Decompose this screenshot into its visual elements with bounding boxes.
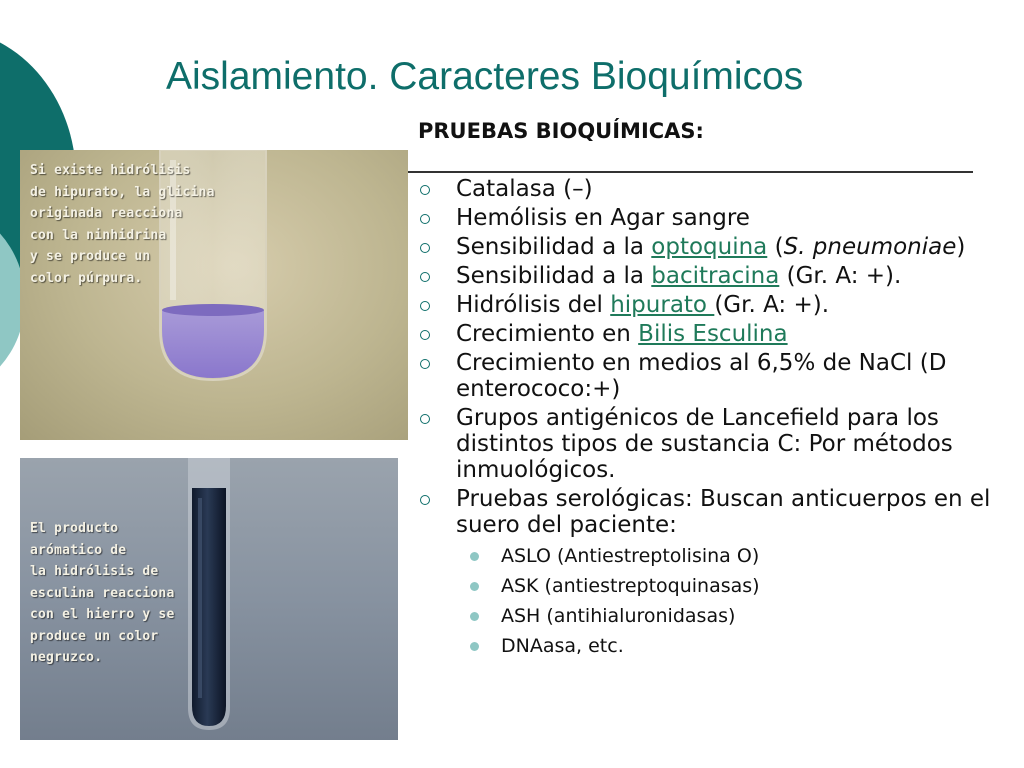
sublist-item-ask: ASK (antiestreptoquinasas) (418, 571, 1018, 601)
list-item-lancefield: Grupos antigénicos de Lancefield para los distintos tipos de sustancia C: Por métodos inmuológicos. (418, 405, 1018, 483)
hollow-bullet-icon (420, 495, 430, 505)
bilis-esculina-link[interactable]: Bilis Esculina (638, 321, 788, 347)
bullet-list (418, 176, 1018, 661)
list-item-serologicas: Pruebas serológicas: Buscan anticuerpos en el suero del paciente: (418, 486, 1018, 538)
hollow-bullet-icon (420, 330, 430, 340)
section-heading: PRUEBAS BIOQUÍMICAS: (418, 119, 704, 143)
serology-sublist (418, 541, 1018, 661)
esculin-photo-caption: El producto arómatico de la hidrólisis de esculina reacciona con el hierro y se produce un color negruzco. (30, 521, 175, 665)
filled-bullet-icon (470, 612, 479, 621)
hipurato-link[interactable]: hipurato (610, 292, 715, 318)
list-item-hemolisis: Hemólisis en Agar sangre (418, 205, 1018, 231)
sublist-item-ash: ASH (antihialuronidasas) (418, 601, 1018, 631)
list-item-hipurato: Hidrólisis del hipurato (Gr. A: +). (418, 292, 1018, 318)
list-item-nacl: Crecimiento en medios al 6,5% de NaCl (D enterococo:+) (418, 350, 1018, 402)
hippurate-test-photo (20, 150, 408, 440)
list-item-catalasa: Catalasa (–) (418, 176, 1018, 202)
bacitracina-link[interactable]: bacitracina (651, 263, 780, 289)
sublist-item-aslo: ASLO (Antiestreptolisina O) (418, 541, 1018, 571)
slide-title: Aislamiento. Caracteres Bioquímicos (166, 55, 804, 98)
heading-divider (408, 171, 973, 173)
filled-bullet-icon (470, 642, 479, 651)
hippurate-photo-caption: Si existe hidrólisis de hipurato, la glicina originada reacciona con la ninhidrina y se produce un color púrpura. (30, 163, 215, 286)
hollow-bullet-icon (420, 414, 430, 424)
optoquina-link[interactable]: optoquina (651, 234, 768, 260)
hollow-bullet-icon (420, 272, 430, 282)
list-item-optoquina: Sensibilidad a la optoquina (S. pneumoniae) (418, 234, 1018, 260)
filled-bullet-icon (470, 552, 479, 561)
hollow-bullet-icon (420, 214, 430, 224)
esculin-test-photo (20, 458, 398, 740)
list-item-bacitracina: Sensibilidad a la bacitracina (Gr. A: +). (418, 263, 1018, 289)
hollow-bullet-icon (420, 301, 430, 311)
filled-bullet-icon (470, 582, 479, 591)
sublist-item-dnaasa: DNAasa, etc. (418, 631, 1018, 661)
hollow-bullet-icon (420, 185, 430, 195)
list-item-bilis-esculina: Crecimiento en Bilis Esculina (418, 321, 1018, 347)
hollow-bullet-icon (420, 359, 430, 369)
hollow-bullet-icon (420, 243, 430, 253)
